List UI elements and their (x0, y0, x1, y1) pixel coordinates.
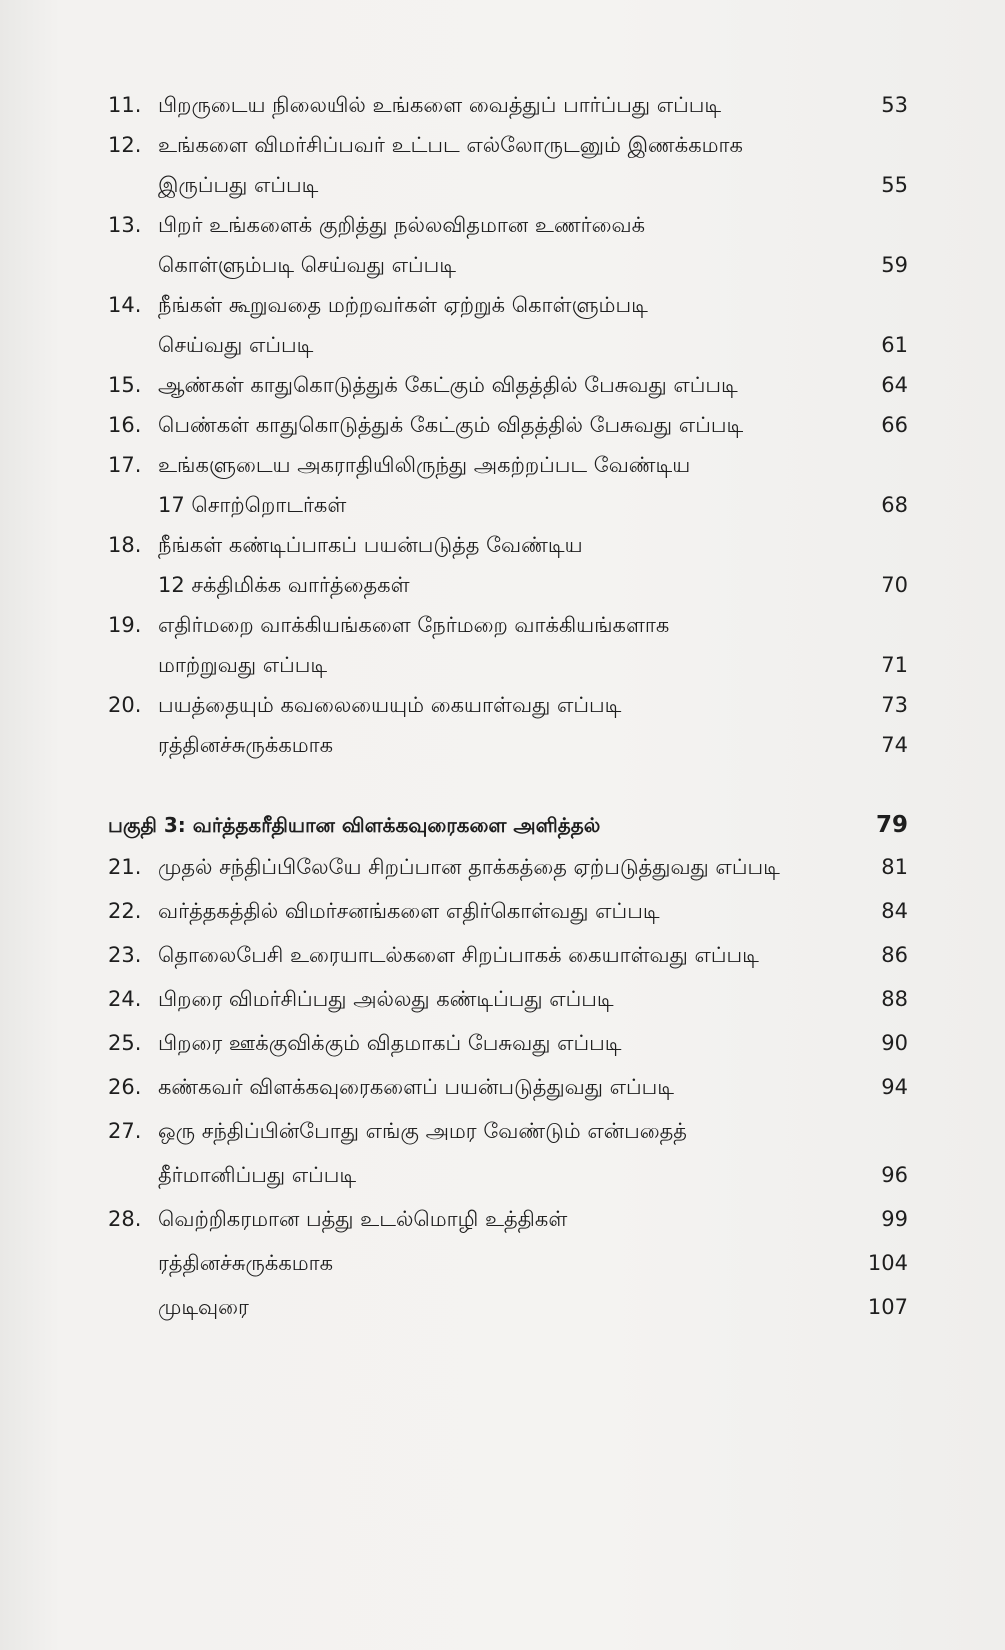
toc-entry (108, 933, 908, 977)
toc-entry (108, 85, 908, 125)
toc-entry-title-line: உங்களுடைய அகராதியிலிருந்து அகற்றப்பட வேண்டிய (158, 453, 691, 477)
part-3-page: 79 (875, 812, 908, 838)
toc-entry-title (158, 405, 848, 445)
toc-entry (108, 1285, 908, 1329)
toc-entry-page: 66 (881, 413, 908, 437)
toc-entry-number: 12. (108, 133, 142, 157)
toc-entry-title-line: பிறருடைய நிலையில் உங்களை வைத்துப் பார்ப்பது எப்படி (158, 93, 722, 117)
toc-entry-title (158, 365, 848, 405)
toc-entry-page: 64 (881, 373, 908, 397)
toc-entry-title (158, 1109, 848, 1197)
toc-part-3-list (108, 845, 908, 1329)
toc-entry-title (158, 85, 848, 125)
toc-entry-number: 23. (108, 943, 142, 967)
toc-entry-title-line: ரத்தினச்சுருக்கமாக (158, 1251, 334, 1275)
toc-entry (108, 1021, 908, 1065)
toc-entry-title-line: உங்களை விமர்சிப்பவர் உட்பட எல்லோருடனும் இணக்கமாக (158, 133, 743, 157)
toc-entry-number: 21. (108, 855, 142, 879)
toc-entry (108, 125, 908, 205)
toc-entry-title-line: பிறரை விமர்சிப்பது அல்லது கண்டிப்பது எப்படி (158, 987, 614, 1011)
toc-entry-title-line: வர்த்தகத்தில் விமர்சனங்களை எதிர்கொள்வது எப்படி (158, 899, 660, 923)
toc-entry (108, 889, 908, 933)
toc-entry-title-line: தீர்மானிப்பது எப்படி (158, 1163, 357, 1187)
part-3-heading (108, 805, 908, 845)
toc-entry-title-line: ரத்தினச்சுருக்கமாக (158, 733, 334, 757)
toc-entry-title-line: பிறரை ஊக்குவிக்கும் விதமாகப் பேசுவது எப்படி (158, 1031, 622, 1055)
toc-entry-page: 74 (881, 733, 908, 757)
toc-entry (108, 285, 908, 365)
toc-entry-number: 19. (108, 613, 142, 637)
toc-entry (108, 845, 908, 889)
toc-entry-number: 18. (108, 533, 142, 557)
toc-entry-title (158, 125, 848, 205)
toc-entry-title (158, 889, 848, 933)
toc-entry-number: 22. (108, 899, 142, 923)
toc-entry (108, 977, 908, 1021)
toc-entry-title (158, 1021, 848, 1065)
toc-entry-title-line: முடிவுரை (158, 1295, 249, 1319)
toc-entry-title (158, 725, 848, 765)
toc-entry (108, 685, 908, 725)
toc-entry-page: 55 (881, 173, 908, 197)
toc-entry-page: 88 (881, 987, 908, 1011)
toc-entry-title (158, 685, 848, 725)
toc-entry-page: 107 (867, 1295, 908, 1319)
toc-entry-page: 81 (881, 855, 908, 879)
toc-entry (108, 205, 908, 285)
toc-entry-number: 27. (108, 1119, 142, 1143)
toc-entry-page: 53 (881, 93, 908, 117)
toc-entry-title-line: முதல் சந்திப்பிலேயே சிறப்பான தாக்கத்தை ஏற்படுத்துவது எப்படி (158, 855, 780, 879)
toc-entry-title-line: நீங்கள் கூறுவதை மற்றவர்கள் ஏற்றுக் கொள்ளும்படி (158, 293, 648, 317)
toc-entry-title-line: மாற்றுவது எப்படி (158, 653, 328, 677)
toc-entry-title (158, 1197, 848, 1241)
toc-entry-title-line: பெண்கள் காதுகொடுத்துக் கேட்கும் விதத்தில் பேசுவது எப்படி (158, 413, 744, 437)
toc-entry-page: 68 (881, 493, 908, 517)
toc-entry-title-line: ஆண்கள் காதுகொடுத்துக் கேட்கும் விதத்தில் பேசுவது எப்படி (158, 373, 738, 397)
toc-entry-title-line: கண்கவர் விளக்கவுரைகளைப் பயன்படுத்துவது எப்படி (158, 1075, 675, 1099)
toc-entry (108, 605, 908, 685)
toc-entry-page: 94 (881, 1075, 908, 1099)
toc-entry-title-line: இருப்பது எப்படி (158, 173, 319, 197)
toc-entry (108, 1197, 908, 1241)
toc-entry (108, 1109, 908, 1197)
toc-entry-title (158, 845, 848, 889)
toc-entry-title (158, 605, 848, 685)
toc-entry-number: 11. (108, 93, 142, 117)
toc-entry-title (158, 1241, 848, 1285)
toc-entry-title-line: தொலைபேசி உரையாடல்களை சிறப்பாகக் கையாள்வது எப்படி (158, 943, 759, 967)
toc-entry-title-line: நீங்கள் கண்டிப்பாகப் பயன்படுத்த வேண்டிய (158, 533, 583, 557)
toc-entry-page: 86 (881, 943, 908, 967)
toc-entry-title (158, 977, 848, 1021)
toc-entry-title-line: எதிர்மறை வாக்கியங்களை நேர்மறை வாக்கியங்களாக (158, 613, 670, 637)
toc-entry-number: 25. (108, 1031, 142, 1055)
toc-entry-title (158, 285, 848, 365)
toc-entry-page: 70 (881, 573, 908, 597)
toc-entry-number: 14. (108, 293, 142, 317)
toc-entry-page: 71 (881, 653, 908, 677)
toc-entry-title-line: செய்வது எப்படி (158, 333, 314, 357)
toc-entry-title-line: ஒரு சந்திப்பின்போது எங்கு அமர வேண்டும் என்பதைத் (158, 1119, 687, 1143)
toc-entry-page: 90 (881, 1031, 908, 1055)
toc-entry (108, 445, 908, 525)
toc-entry-page: 99 (881, 1207, 908, 1231)
toc-entry-page: 96 (881, 1163, 908, 1187)
toc-entry-title-line: வெற்றிகரமான பத்து உடல்மொழி உத்திகள் (158, 1207, 568, 1231)
toc-entry-page: 84 (881, 899, 908, 923)
toc-entry-title (158, 445, 848, 525)
part-3-title: பகுதி 3: வர்த்தகரீதியான விளக்கவுரைகளை அளித்தல் (108, 813, 601, 837)
toc-entry-number: 24. (108, 987, 142, 1011)
toc-entry-page: 73 (881, 693, 908, 717)
toc-entry (108, 725, 908, 765)
toc-entry-page: 61 (881, 333, 908, 357)
toc-entry (108, 405, 908, 445)
toc-entry-number: 16. (108, 413, 142, 437)
toc-entry-number: 20. (108, 693, 142, 717)
toc-entry-number: 15. (108, 373, 142, 397)
toc-entry-title-line: 17 சொற்றொடர்கள் (158, 493, 347, 517)
toc-entry-page: 104 (867, 1251, 908, 1275)
toc-entry-number: 13. (108, 213, 142, 237)
toc-entry (108, 1241, 908, 1285)
toc-entry-title (158, 1065, 848, 1109)
toc-entry-title (158, 1285, 848, 1329)
toc-entry-number: 28. (108, 1207, 142, 1231)
toc-entry-number: 17. (108, 453, 142, 477)
toc-entry-title (158, 205, 848, 285)
toc-entry-title (158, 933, 848, 977)
toc-entry-title-line: 12 சக்திமிக்க வார்த்தைகள் (158, 573, 410, 597)
toc-entry (108, 525, 908, 605)
toc-entry (108, 1065, 908, 1109)
toc-entry-title-line: பிறர் உங்களைக் குறித்து நல்லவிதமான உணர்வைக் (158, 213, 646, 237)
toc-entry-title-line: பயத்தையும் கவலையையும் கையாள்வது எப்படி (158, 693, 622, 717)
table-of-contents (108, 85, 908, 1329)
toc-entry-title-line: கொள்ளும்படி செய்வது எப்படி (158, 253, 457, 277)
toc-entry-number: 26. (108, 1075, 142, 1099)
toc-entry-title (158, 525, 848, 605)
toc-entry (108, 365, 908, 405)
toc-part-2-list (108, 85, 908, 765)
toc-entry-page: 59 (881, 253, 908, 277)
